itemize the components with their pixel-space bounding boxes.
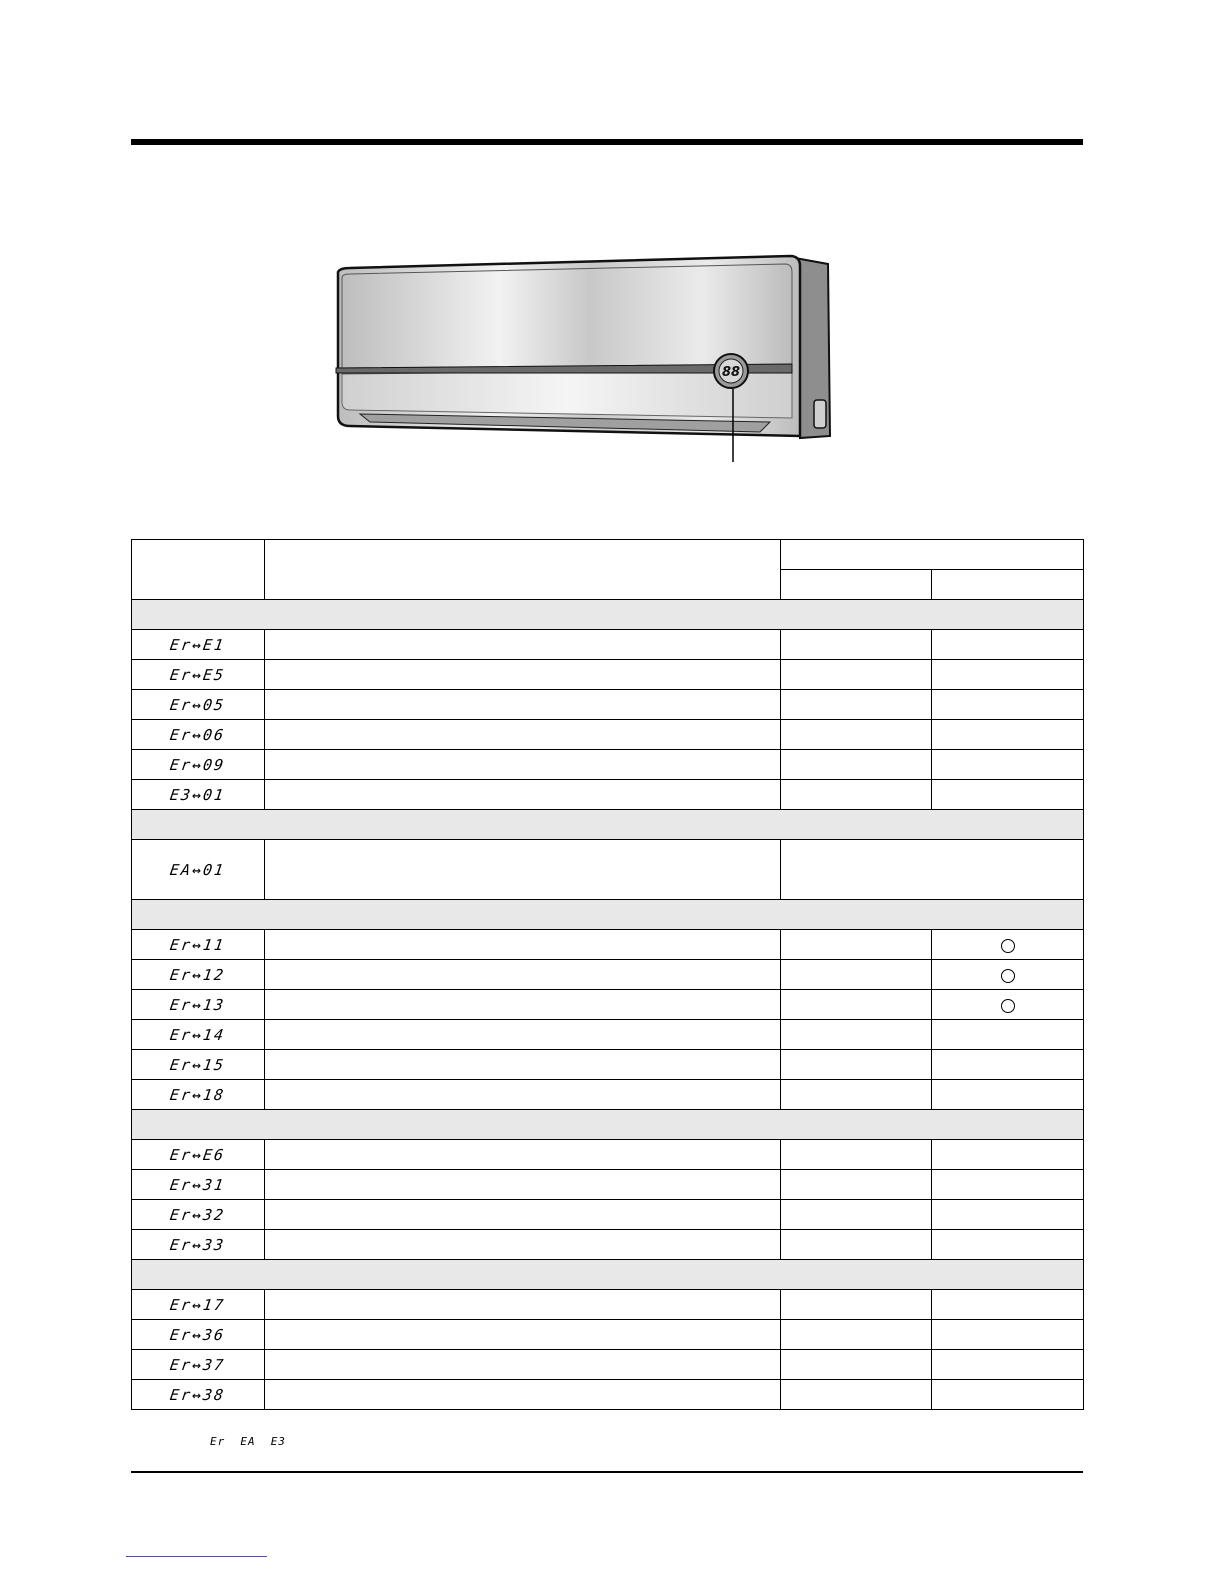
- header-rule: [131, 139, 1083, 145]
- display-cell-2: [932, 1200, 1084, 1230]
- table-header: [132, 540, 1084, 600]
- header-code: [132, 540, 265, 600]
- error-code-cell: [132, 720, 265, 750]
- description-cell: [265, 1140, 781, 1170]
- display-cell-1: [781, 780, 932, 810]
- error-code-cell: [132, 660, 265, 690]
- display-cell-1: [781, 990, 932, 1020]
- error-code-cell: [132, 960, 265, 990]
- table-section-row: [132, 900, 1084, 930]
- display-cell-1: [781, 1320, 932, 1350]
- display-cell-2: [932, 1140, 1084, 1170]
- display-cell-1: [781, 1380, 932, 1410]
- error-code: Er↔17: [169, 1296, 227, 1314]
- error-code: Er↔15: [169, 1056, 227, 1074]
- display-cell-2: [932, 1290, 1084, 1320]
- error-code-cell: [132, 630, 265, 660]
- note-code: EA: [240, 1435, 256, 1448]
- error-code: Er↔09: [169, 756, 227, 774]
- description-cell: [265, 960, 781, 990]
- error-code-cell: [132, 930, 265, 960]
- description-cell: [265, 1200, 781, 1230]
- display-cell-1: [781, 630, 932, 660]
- footer-link-underline[interactable]: [126, 1556, 267, 1557]
- table-row: [132, 1200, 1084, 1230]
- error-code: Er↔38: [169, 1386, 227, 1404]
- display-cell-2: [932, 750, 1084, 780]
- display-cell-1: [781, 750, 932, 780]
- display-cell-1: [781, 690, 932, 720]
- display-cell-1: [781, 1140, 932, 1170]
- description-cell: [265, 1080, 781, 1110]
- error-code: Er↔33: [169, 1236, 227, 1254]
- description-cell: [265, 630, 781, 660]
- display-cell-1: [781, 1170, 932, 1200]
- display-cell-2: [932, 780, 1084, 810]
- description-cell: [265, 930, 781, 960]
- display-cell-1: [781, 930, 932, 960]
- error-code: Er↔06: [169, 726, 227, 744]
- error-code-cell: [132, 990, 265, 1020]
- table-row: [132, 750, 1084, 780]
- table-row: [132, 1140, 1084, 1170]
- table-row: [132, 1020, 1084, 1050]
- table-section-row: [132, 1260, 1084, 1290]
- table-row: [132, 930, 1084, 960]
- display-cell-2: [932, 630, 1084, 660]
- error-code-cell: [132, 1320, 265, 1350]
- table-row: [132, 720, 1084, 750]
- error-code: Er↔E6: [169, 1146, 227, 1164]
- header-display-group: [781, 540, 1084, 570]
- circle-mark-icon: [1001, 939, 1015, 953]
- circle-mark-icon: [1001, 969, 1015, 983]
- error-code-cell: [132, 1050, 265, 1080]
- display-cell-2: [932, 930, 1084, 960]
- description-cell: [265, 990, 781, 1020]
- display-cell-1: [781, 1230, 932, 1260]
- display-cell-2: [932, 1320, 1084, 1350]
- footer-rule: [131, 1471, 1083, 1473]
- error-code-cell: [132, 780, 265, 810]
- error-code-cell: [132, 1170, 265, 1200]
- description-cell: [265, 1350, 781, 1380]
- display-cell-1: [781, 960, 932, 990]
- error-code: Er↔37: [169, 1356, 227, 1374]
- section-cell: [132, 900, 1084, 930]
- error-code: E3↔01: [169, 786, 227, 804]
- description-cell: [265, 720, 781, 750]
- table-row: [132, 1290, 1084, 1320]
- display-cell-2: [932, 1230, 1084, 1260]
- display-cell-1: [781, 1290, 932, 1320]
- error-code: EA↔01: [169, 861, 227, 879]
- display-cell-2: [932, 1350, 1084, 1380]
- display-cell-2: [932, 990, 1084, 1020]
- display-cell-2: [932, 720, 1084, 750]
- description-cell: [265, 1020, 781, 1050]
- table-row: [132, 780, 1084, 810]
- header-description: [265, 540, 781, 600]
- section-cell: [132, 1110, 1084, 1140]
- table-row: [132, 1350, 1084, 1380]
- error-code-cell: [132, 840, 265, 900]
- error-code: Er↔18: [169, 1086, 227, 1104]
- error-code: Er↔E5: [169, 666, 227, 684]
- error-code: Er↔05: [169, 696, 227, 714]
- table-section-row: [132, 600, 1084, 630]
- description-cell: [265, 1290, 781, 1320]
- circle-mark-icon: [1001, 999, 1015, 1013]
- error-code: Er↔13: [169, 996, 227, 1014]
- table-row: [132, 1080, 1084, 1110]
- display-cell-1: [781, 1350, 932, 1380]
- display-cell-1: [781, 1200, 932, 1230]
- note-code: Er: [210, 1435, 226, 1448]
- table-row: [132, 690, 1084, 720]
- table-row: [132, 1320, 1084, 1350]
- display-cell-2: [932, 660, 1084, 690]
- description-cell: [265, 1320, 781, 1350]
- error-code-cell: [132, 1230, 265, 1260]
- section-cell: [132, 600, 1084, 630]
- display-cell-1: [781, 1020, 932, 1050]
- table-row: [132, 990, 1084, 1020]
- display-readout: 88: [721, 365, 741, 380]
- description-cell: [265, 660, 781, 690]
- header-sub-1: [781, 570, 932, 600]
- display-cell-2: [932, 1020, 1084, 1050]
- table-row: [132, 1050, 1084, 1080]
- header-sub-2: [932, 570, 1084, 600]
- description-cell: [265, 780, 781, 810]
- error-code-cell: [132, 1140, 265, 1170]
- error-code-cell: [132, 1290, 265, 1320]
- error-code-cell: [132, 750, 265, 780]
- display-cell-2: [932, 1380, 1084, 1410]
- description-cell: [265, 1170, 781, 1200]
- table-section-row: [132, 1110, 1084, 1140]
- error-code-cell: [132, 1080, 265, 1110]
- error-code-cell: [132, 1380, 265, 1410]
- note-code: E3: [270, 1435, 286, 1448]
- table-row: [132, 630, 1084, 660]
- indoor-unit-illustration: [330, 250, 840, 465]
- description-cell: [265, 840, 781, 900]
- display-cell-1: [781, 1080, 932, 1110]
- description-cell: [265, 1050, 781, 1080]
- table-row: [132, 660, 1084, 690]
- table-row: [132, 1380, 1084, 1410]
- display-cell-1: [781, 720, 932, 750]
- error-code: Er↔E1: [169, 636, 227, 654]
- error-code-cell: [132, 1200, 265, 1230]
- table-row: [132, 960, 1084, 990]
- display-cell-2: [932, 1170, 1084, 1200]
- error-code: Er↔36: [169, 1326, 227, 1344]
- section-cell: [132, 1260, 1084, 1290]
- error-code: Er↔32: [169, 1206, 227, 1224]
- description-cell: [265, 690, 781, 720]
- table-section-row: [132, 810, 1084, 840]
- description-cell: [265, 750, 781, 780]
- display-cell-1: [781, 1050, 932, 1080]
- table-row: [132, 1230, 1084, 1260]
- display-cell-1: [781, 660, 932, 690]
- table-body: [132, 600, 1084, 1410]
- table-row: [132, 840, 1084, 900]
- error-code: Er↔31: [169, 1176, 227, 1194]
- error-code-cell: [132, 690, 265, 720]
- description-cell: [265, 1230, 781, 1260]
- error-code: Er↔12: [169, 966, 227, 984]
- error-code-cell: [132, 1350, 265, 1380]
- display-cell-2: [932, 690, 1084, 720]
- footnote-codes: [210, 1430, 296, 1449]
- display-cell-2: [932, 1050, 1084, 1080]
- error-code: Er↔11: [169, 936, 227, 954]
- error-code: Er↔14: [169, 1026, 227, 1044]
- error-code-table: [131, 539, 1084, 1410]
- display-cell-2: [932, 960, 1084, 990]
- merged-display-cell: [781, 840, 1084, 900]
- error-code-cell: [132, 1020, 265, 1050]
- description-cell: [265, 1380, 781, 1410]
- table-row: [132, 1170, 1084, 1200]
- section-cell: [132, 810, 1084, 840]
- display-cell-2: [932, 1080, 1084, 1110]
